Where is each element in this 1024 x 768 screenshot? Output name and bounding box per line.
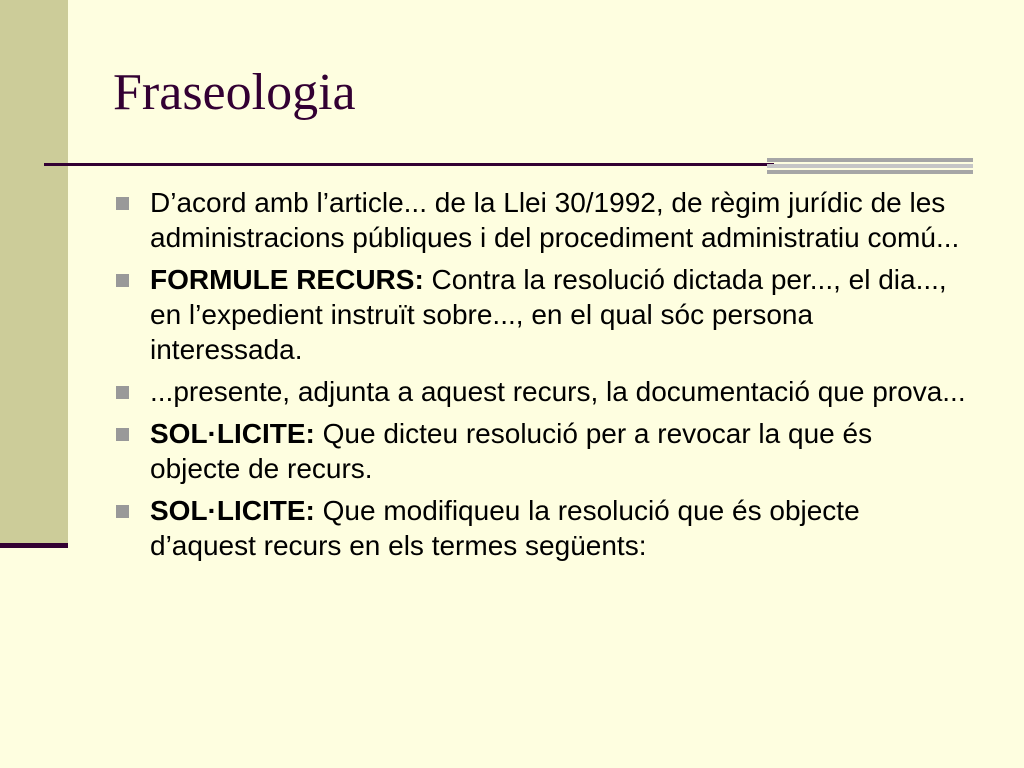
bullet-item [150,185,970,255]
grey-bar [767,158,973,162]
square-bullet-icon [116,197,129,210]
bullet-lead: SOL·LICITE: [150,495,315,526]
bullet-list [150,185,970,570]
bullet-lead: SOL·LICITE: [150,418,315,449]
title-divider [44,163,774,166]
bullet-text: Que modifiqueu la resolució que és objecte d’aquest recurs en els termes següents: [150,495,860,561]
bullet-lead: FORMULE RECURS: [150,264,424,295]
square-bullet-icon [116,428,129,441]
left-accent-bar-cap [0,543,68,548]
bullet-text: ...presente, adjunta a aquest recurs, la documentació que prova... [150,376,966,407]
left-accent-bar [0,0,68,545]
square-bullet-icon [116,274,129,287]
grey-bar [767,164,973,168]
bullet-item [150,262,970,367]
decorative-grey-bars [767,158,973,176]
bullet-text: D’acord amb l’article... de la Llei 30/1992, de règim jurídic de les administracions públiques i del procediment administratiu comú... [150,187,960,253]
grey-bar [767,170,973,174]
square-bullet-icon [116,505,129,518]
bullet-item [150,416,970,486]
square-bullet-icon [116,386,129,399]
bullet-item [150,493,970,563]
slide-title: Fraseologia [113,64,356,121]
bullet-item [150,374,970,409]
bullet-text: Que dicteu resolució per a revocar la que és objecte de recurs. [150,418,873,484]
bullet-text: Contra la resolució dictada per..., el dia..., en l’expedient instruït sobre..., en el qual sóc persona interessada. [150,264,947,365]
